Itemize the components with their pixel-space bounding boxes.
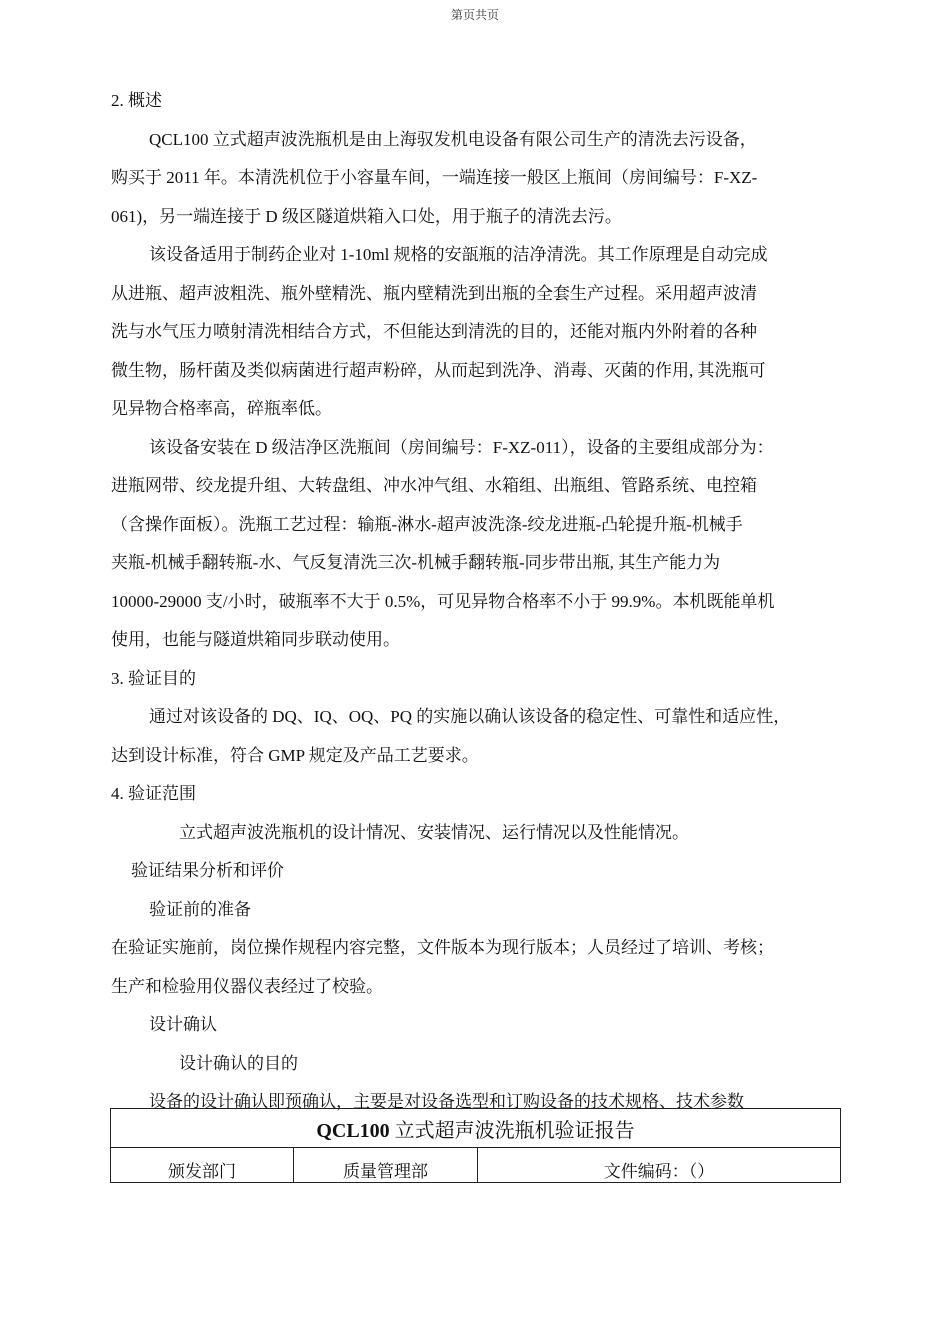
text-line: 进瓶网带、绞龙提升组、大转盘组、冲水冲气组、水箱组、出瓶组、管路系统、电控箱	[111, 476, 757, 495]
design-purpose-heading: 设计确认的目的	[179, 1053, 298, 1073]
design-text: 设备的设计确认即预确认，主要是对设备选型和订购设备的技术规格、技术参数	[149, 1092, 744, 1111]
paragraph-overview-3	[111, 429, 851, 660]
footer-title-text: 立式超声波洗瓶机验证报告	[389, 1119, 635, 1142]
issuing-dept-label: 颁发部门	[111, 1148, 294, 1183]
footer-title-row	[111, 1109, 841, 1148]
section-heading-overview: 2. 概述	[111, 91, 162, 110]
document-body	[111, 82, 851, 1122]
text-line: 使用，也能与隧道烘箱同步联动使用。	[111, 630, 400, 649]
page-header: 第页共页	[450, 8, 499, 22]
text-line: 微生物，肠杆菌及类似病菌进行超声粉碎，从而起到洗净、消毒、灭菌的作用, 其洗瓶可	[111, 360, 766, 380]
paragraph-overview-1	[111, 121, 851, 237]
text-line: 该设备适用于制药企业对 1-10ml 规格的安瓿瓶的洁净清洗。其工作原理是自动完成	[149, 245, 768, 264]
footer-title-cell	[111, 1109, 841, 1148]
text-line: 生产和检验用仪器仪表经过了校验。	[111, 976, 383, 996]
paragraph-overview-2	[111, 236, 851, 429]
text-line: 购买于 2011 年。本清洗机位于小容量车间，一端连接一般区上瓶间（房间编号：F-XZ-	[111, 168, 758, 187]
text-line: QCL100 立式超声波洗瓶机是由上海驭发机电设备有限公司生产的清洗去污设备，	[149, 129, 757, 149]
text-line: 10000-29000 支/小时，破瓶率不大于 0.5%，可见异物合格率不小于 99.9%。本机既能单机	[111, 591, 775, 611]
text-line: 在验证实施前，岗位操作规程内容完整，文件版本为现行版本；人员经过了培训、考核；	[111, 938, 774, 957]
text-line: 从进瓶、超声波粗洗、瓶外壁精洗、瓶内壁精洗到出瓶的全套生产过程。采用超声波清	[111, 283, 757, 303]
design-heading: 设计确认	[149, 1015, 217, 1034]
issuing-dept-value: 质量管理部	[294, 1148, 478, 1183]
text-line: 洗与水气压力喷射清洗相结合方式，不但能达到清洗的目的，还能对瓶内外附着的各种	[111, 322, 757, 341]
footer-info-row	[111, 1148, 841, 1183]
text-line: 达到设计标准，符合 GMP 规定及产品工艺要求。	[111, 745, 479, 765]
document-code-label: 文件编码：（）	[478, 1148, 841, 1183]
text-line: 通过对该设备的 DQ、IQ、OQ、PQ 的实施以确认该设备的稳定性、可靠性和适应性，	[149, 707, 791, 726]
text-line: 该设备安装在 D 级洁净区洗瓶间（房间编号：F-XZ-011），设备的主要组成部分为：	[149, 437, 774, 457]
section-heading-purpose: 3. 验证目的	[111, 668, 196, 688]
footer-title-model: QCL100	[316, 1119, 390, 1142]
result-heading: 验证结果分析和评价	[131, 861, 284, 880]
paragraph-purpose	[111, 698, 851, 775]
paragraph-prep	[111, 929, 851, 1006]
text-line: （含操作面板）。洗瓶工艺过程：输瓶-淋水-超声波洗涤-绞龙进瓶-凸轮提升瓶-机械手	[111, 514, 743, 534]
text-line: 夹瓶-机械手翻转瓶-水、气反复清洗三次-机械手翻转瓶-同步带出瓶, 其生产能力为	[111, 553, 721, 572]
section-heading-scope: 4. 验证范围	[111, 784, 196, 803]
text-line: 见异物合格率高，碎瓶率低。	[111, 399, 332, 418]
prep-heading: 验证前的准备	[149, 899, 251, 919]
document-footer-table	[110, 1108, 841, 1183]
text-line: 061)，另一端连接于 D 级区隧道烘箱入口处，用于瓶子的清洗去污。	[111, 206, 622, 226]
scope-text: 立式超声波洗瓶机的设计情况、安装情况、运行情况以及性能情况。	[179, 822, 689, 842]
